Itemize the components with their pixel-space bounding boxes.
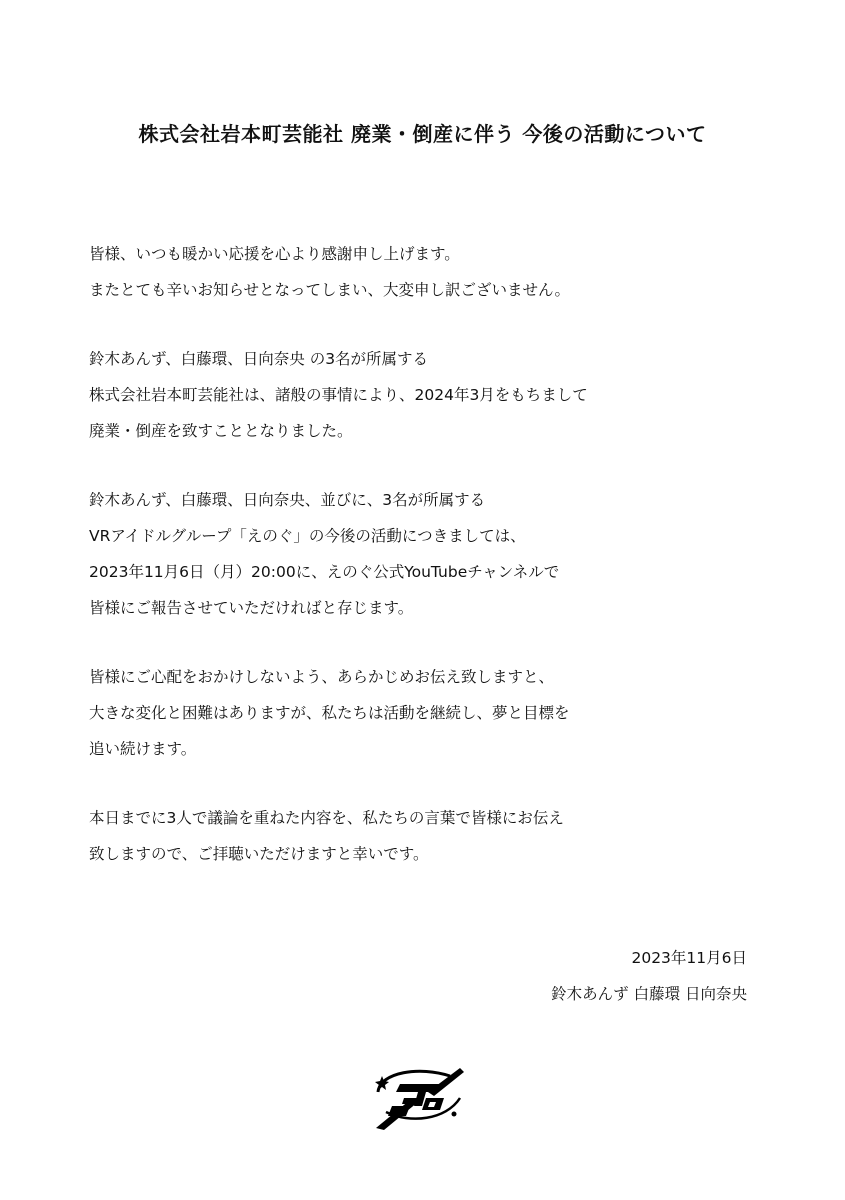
text-line: VRアイドルグループ「えのぐ」の今後の活動につきましては、: [89, 527, 526, 545]
text-line: 2023年11月6日（月）20:00に、えのぐ公式YouTubeチャンネルで: [89, 563, 560, 581]
text-line: 株式会社岩本町芸能社は、諸般の事情により、2024年3月をもちまして: [89, 386, 588, 404]
paragraph-gratitude: [89, 236, 769, 308]
text-line: 皆様にご報告させていただければと存じます。: [89, 599, 414, 617]
document-body: [89, 236, 769, 905]
paragraph-continuation: [89, 659, 769, 767]
text-line: またとても辛いお知らせとなってしまい、大変申し訳ございません。: [89, 281, 570, 299]
text-line: 大きな変化と困難はありますが、私たちは活動を継続し、夢と目標を: [89, 704, 570, 722]
paragraph-closure-announcement: [89, 341, 769, 449]
enogu-logo-icon: [370, 1062, 464, 1132]
text-line: 致しますので、ご拝聴いただけますと幸いです。: [89, 845, 429, 863]
document-title: 株式会社岩本町芸能社 廃業・倒産に伴う 今後の活動について: [138, 122, 707, 146]
text-line: 鈴木あんず、白藤環、日向奈央、並びに、3名が所属する: [89, 491, 486, 509]
text-line: 廃業・倒産を致すこととなりました。: [89, 422, 353, 440]
paragraph-future-report: [89, 482, 769, 626]
signature-names: 鈴木あんず 白藤環 日向奈央: [551, 985, 747, 1003]
signature-block: [551, 940, 747, 1012]
text-line: 本日までに3人で議論を重ねた内容を、私たちの言葉で皆様にお伝え: [89, 809, 564, 827]
text-line: 鈴木あんず、白藤環、日向奈央 の3名が所属する: [89, 350, 429, 368]
text-line: 皆様にご心配をおかけしないよう、あらかじめお伝え致しますと、: [89, 668, 555, 686]
text-line: 皆様、いつも暖かい応援を心より感謝申し上げます。: [89, 245, 460, 263]
text-line: 追い続けます。: [89, 740, 197, 758]
paragraph-closing: [89, 800, 769, 872]
signature-date: 2023年11月6日: [631, 949, 747, 967]
